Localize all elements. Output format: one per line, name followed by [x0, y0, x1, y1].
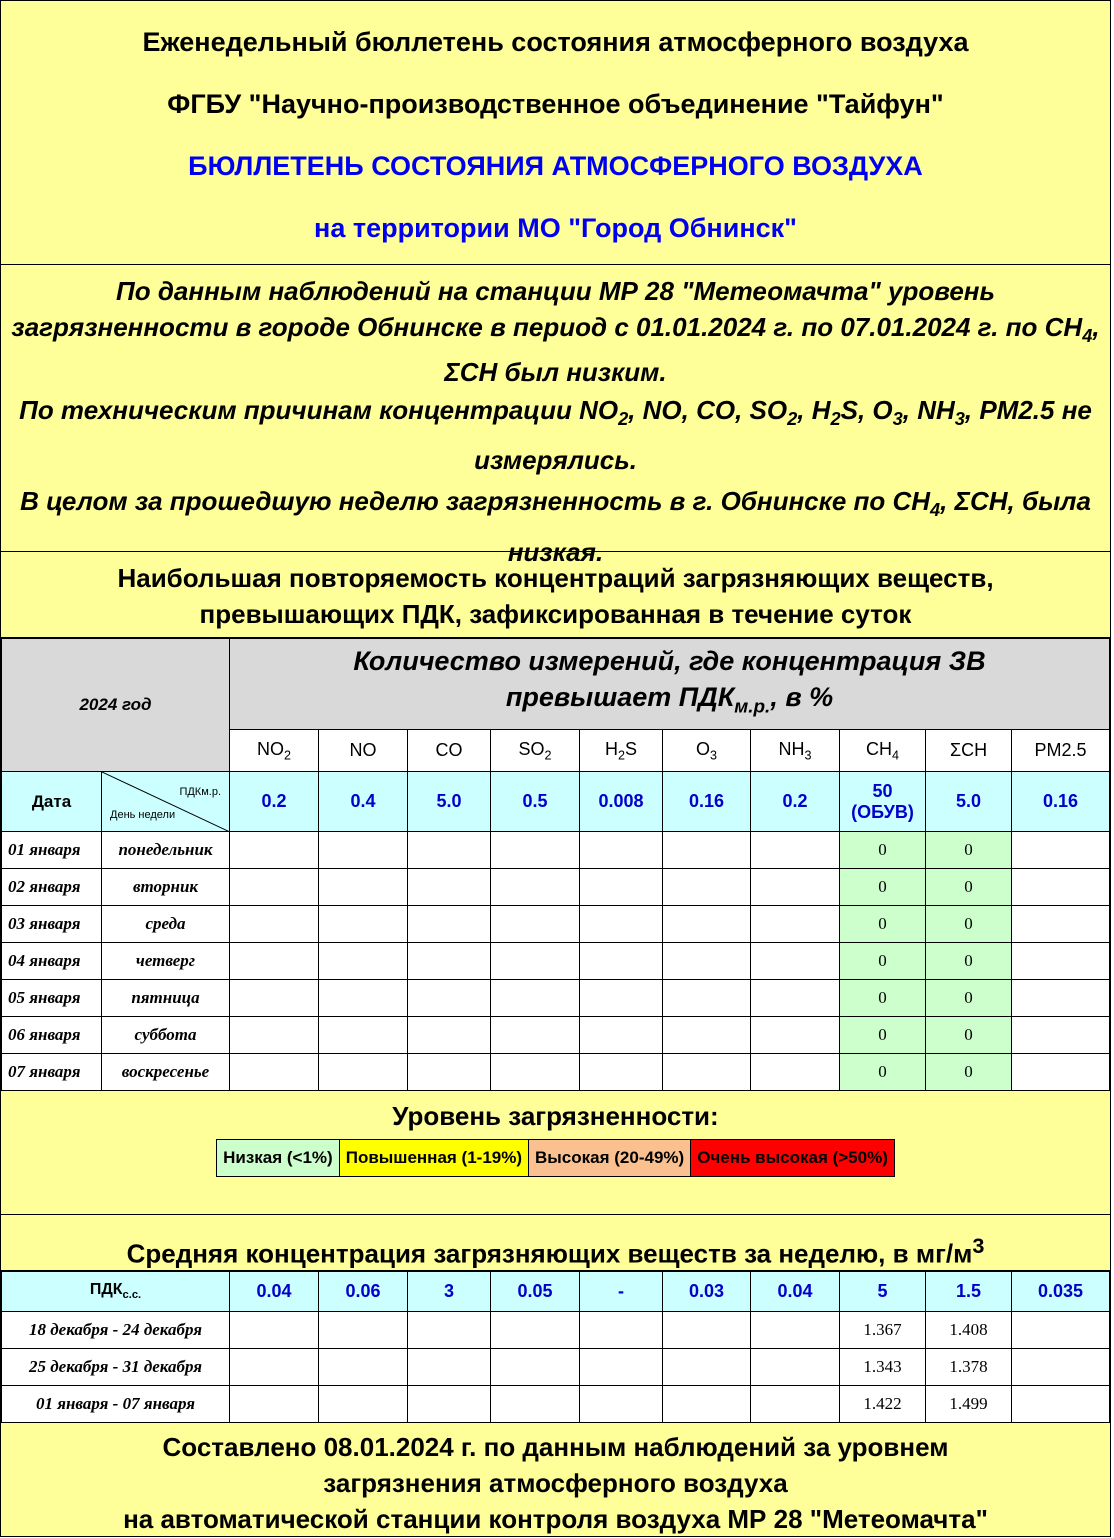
cell-empty: [663, 869, 751, 906]
pollutant-base: NH: [778, 738, 805, 759]
cell-empty: [491, 869, 580, 906]
legend-item-0: Низкая (<1%): [217, 1140, 340, 1176]
average-section-title: Средняя концентрация загрязняющих веществ за неделю, в $мг/м^3$: [1, 1215, 1110, 1271]
cell-empty: [230, 1386, 319, 1423]
pollutant-header-0: [230, 730, 319, 772]
day-of-week: пятница: [102, 980, 230, 1017]
pdk-ss-text: 0.04: [777, 1281, 813, 1301]
average-table: [1, 1271, 1110, 1423]
pdk-mr-text: 0.2: [782, 791, 808, 811]
cell-ch4: 0: [840, 1017, 926, 1054]
cell-sch: 0: [926, 943, 1012, 980]
cell-empty: [663, 1312, 751, 1349]
cell-empty: [408, 1017, 491, 1054]
cell-empty: [751, 1017, 840, 1054]
diag-dow-label: День недели: [110, 809, 176, 821]
cell-empty: [580, 1386, 663, 1423]
cell-empty: [230, 906, 319, 943]
summary-paragraph-2: По техническим причинам концентрации $NO_2$, NO, CO, $SO_2$, $H_2S$, $O_3$, $NH_3$, PM2.5 не измерялись.: [19, 395, 1092, 476]
pollutant-header-5: [663, 730, 751, 772]
pdk-ss-text: -: [618, 1281, 624, 1301]
pdk-ss-value-6: [751, 1272, 840, 1312]
cell-empty: [580, 980, 663, 1017]
cell-empty: [1012, 1017, 1110, 1054]
header-section: [1, 1, 1110, 265]
cell-empty: [319, 943, 408, 980]
cell-empty: [491, 906, 580, 943]
cell-sch: 0: [926, 906, 1012, 943]
pdk-mr-value-4: [580, 772, 663, 832]
pdk-mr-value-8: [926, 772, 1012, 832]
cell-empty: [1012, 980, 1110, 1017]
pdk-mr-value-6: [751, 772, 840, 832]
diagonal-header-cell: [102, 772, 230, 832]
cell-empty: [1012, 1312, 1110, 1349]
cell-empty: [751, 943, 840, 980]
cell-empty: [230, 832, 319, 869]
pdk-mr-text: 0.5: [522, 791, 548, 811]
cell-ch4: 0: [840, 832, 926, 869]
pdk-ss-text: 0.035: [1037, 1281, 1084, 1301]
cell-empty: [663, 832, 751, 869]
cell-empty: [319, 906, 408, 943]
pollutant-header-3: [491, 730, 580, 772]
table-row: [2, 1386, 1110, 1423]
table-row: [2, 832, 1110, 869]
footer-line-3: на автоматической станции контроля воздуха МР 28 "Метеомачта": [123, 1504, 988, 1534]
table-row: [2, 1349, 1110, 1386]
cell-empty: [319, 832, 408, 869]
cell-empty: [491, 980, 580, 1017]
pdk-ss-text: 0.04: [256, 1281, 292, 1301]
pdk-ss-value-3: [491, 1272, 580, 1312]
day-of-week: понедельник: [102, 832, 230, 869]
cell-empty: [230, 1349, 319, 1386]
pollutant-base: SO: [518, 738, 545, 759]
pdk-ss-value-7: [840, 1272, 926, 1312]
pollution-level-title: Уровень загрязненности:: [392, 1101, 719, 1131]
cell-empty: [1012, 869, 1110, 906]
avg-sch: 1.408: [926, 1312, 1012, 1349]
cell-empty: [663, 1054, 751, 1091]
table-row: [2, 869, 1110, 906]
measurement-header-line-2: превышает $ПДК_{м.р.}$, в %: [505, 681, 834, 718]
week-period: 01 января - 07 января: [2, 1386, 230, 1423]
repeat-section-title: [1, 552, 1110, 638]
week-period: 18 декабря - 24 декабря: [2, 1312, 230, 1349]
pollutant-header-6: [751, 730, 840, 772]
cell-empty: [580, 906, 663, 943]
pdk-mr-value-3: [491, 772, 580, 832]
pdk-mr-text: 0.4: [350, 791, 376, 811]
pdk-ss-value-4: [580, 1272, 663, 1312]
pdk-ss-text: 0.05: [517, 1281, 553, 1301]
cell-empty: [319, 1312, 408, 1349]
table-row: [2, 906, 1110, 943]
summary-paragraph-3: В целом за прошедшую неделю загрязненность в г. Обнинске по $СН_4$, ΣСН, была низкая.: [20, 486, 1091, 567]
table-row: [2, 1054, 1110, 1091]
pdk-mr-value-5: [663, 772, 751, 832]
table-row: [2, 980, 1110, 1017]
date-header: Дата: [2, 772, 102, 832]
cell-empty: [319, 1349, 408, 1386]
pollutant-sub: 3: [804, 748, 812, 763]
day-of-week: суббота: [102, 1017, 230, 1054]
day-date: 04 января: [2, 943, 102, 980]
cell-empty: [319, 1386, 408, 1423]
pollutant-base: NO: [256, 738, 284, 759]
cell-sch: 0: [926, 832, 1012, 869]
cell-ch4: 0: [840, 869, 926, 906]
repeat-title-line-1: Наибольшая повторяемость концентраций загрязняющих веществ,: [117, 563, 994, 593]
cell-ch4: 0: [840, 980, 926, 1017]
table-row: [2, 1312, 1110, 1349]
pdk-mr-value-7: [840, 772, 926, 832]
cell-empty: [408, 1312, 491, 1349]
cell-empty: [751, 1386, 840, 1423]
cell-empty: [491, 1017, 580, 1054]
header-title: Еженедельный бюллетень состояния атмосферного воздуха: [142, 27, 969, 57]
summary-section: [1, 265, 1110, 567]
cell-empty: [1012, 906, 1110, 943]
pollutant-header-1: [319, 730, 408, 772]
table-row: [2, 1017, 1110, 1054]
header-territory: на территории МО "Город Обнинск": [314, 213, 797, 243]
cell-empty: [580, 943, 663, 980]
cell-empty: [319, 869, 408, 906]
cell-empty: [319, 1054, 408, 1091]
day-date: 02 января: [2, 869, 102, 906]
measurement-header-line-1: Количество измерений, где концентрация ЗВ: [353, 645, 986, 676]
pollutant-sub: 3: [710, 748, 718, 763]
cell-empty: [230, 1054, 319, 1091]
cell-empty: [230, 980, 319, 1017]
cell-empty: [1012, 943, 1110, 980]
pollutant-sub: 2: [617, 748, 625, 763]
day-date: 06 января: [2, 1017, 102, 1054]
pdk-ss-row: [2, 1272, 1110, 1312]
pollution-level-section: [1, 1091, 1110, 1215]
legend-item-1: Повышенная (1-19%): [340, 1140, 529, 1176]
pdk-ss-value-8: [926, 1272, 1012, 1312]
pollutant-sub: 2: [283, 748, 291, 763]
pdk-mr-row: [2, 772, 1110, 832]
pollutant-base: ΣCH: [949, 740, 988, 760]
cell-empty: [230, 1312, 319, 1349]
avg-ch4: 1.367: [840, 1312, 926, 1349]
cell-sch: 0: [926, 869, 1012, 906]
pdk-mr-text: 0.2: [261, 791, 287, 811]
exceedance-table: [1, 638, 1110, 1091]
cell-ch4: 0: [840, 906, 926, 943]
cell-empty: [408, 980, 491, 1017]
pdk-ss-value-0: [230, 1272, 319, 1312]
cell-empty: [319, 980, 408, 1017]
pollutant-header-9: [1012, 730, 1110, 772]
pdk-ss-text: 0.03: [688, 1281, 725, 1301]
cell-empty: [408, 1386, 491, 1423]
pdk-ss-value-9: [1012, 1272, 1110, 1312]
cell-empty: [408, 1054, 491, 1091]
cell-empty: [491, 943, 580, 980]
measurement-header: [230, 639, 1110, 730]
pollutant-base: H: [604, 738, 618, 759]
pdk-mr-text: 0.16: [688, 791, 725, 811]
avg-ch4: 1.343: [840, 1349, 926, 1386]
pdk-ss-text: 0.06: [345, 1281, 381, 1301]
cell-empty: [663, 1386, 751, 1423]
cell-empty: [319, 1017, 408, 1054]
cell-empty: [230, 943, 319, 980]
pollutant-header-7: [840, 730, 926, 772]
cell-empty: [751, 869, 840, 906]
avg-sch: 1.378: [926, 1349, 1012, 1386]
cell-empty: [408, 832, 491, 869]
diagonal-line: [102, 772, 230, 832]
cell-empty: [663, 1349, 751, 1386]
week-period: 25 декабря - 31 декабря: [2, 1349, 230, 1386]
pdk-mr-text: 0.16: [1042, 791, 1079, 811]
cell-empty: [580, 1312, 663, 1349]
pdk-mr-value-9: [1012, 772, 1110, 832]
legend-item-2: Высокая (20-49%): [529, 1140, 691, 1176]
cell-empty: [491, 832, 580, 869]
pollutant-header-4: [580, 730, 663, 772]
cell-empty: [1012, 1349, 1110, 1386]
cell-empty: [491, 1312, 580, 1349]
diag-pdk-label: ПДКм.р.: [179, 786, 221, 798]
pollutant-base: PM2.5: [1034, 740, 1087, 760]
cell-empty: [1012, 1054, 1110, 1091]
pollution-level-legend: [216, 1139, 895, 1177]
pdk-mr-text: 50 (ОБУВ): [851, 780, 914, 822]
pdk-ss-value-1: [319, 1272, 408, 1312]
day-date: 01 января: [2, 832, 102, 869]
cell-sch: 0: [926, 1054, 1012, 1091]
year-cell: [2, 639, 230, 772]
cell-empty: [230, 869, 319, 906]
cell-empty: [751, 906, 840, 943]
summary-paragraph-1: По данным наблюдений на станции МР 28 "Метеомачта" уровень загрязненности в городе Обнинске в период с 01.01.2024 г. по 07.01.2024 г. по $СН_4$, ΣСН был низким.: [11, 276, 1100, 388]
legend-item-3: Очень высокая (>50%): [691, 1140, 894, 1176]
day-of-week: четверг: [102, 943, 230, 980]
cell-empty: [580, 1054, 663, 1091]
cell-empty: [1012, 832, 1110, 869]
cell-empty: [580, 869, 663, 906]
cell-empty: [580, 832, 663, 869]
cell-ch4: 0: [840, 1054, 926, 1091]
cell-empty: [491, 1386, 580, 1423]
repeat-title-line-2: превышающих ПДК, зафиксированная в течение суток: [199, 599, 912, 629]
cell-empty: [663, 943, 751, 980]
cell-empty: [663, 980, 751, 1017]
cell-empty: [408, 869, 491, 906]
avg-ch4: 1.422: [840, 1386, 926, 1423]
pollutant-base: CO: [435, 740, 463, 760]
cell-ch4: 0: [840, 943, 926, 980]
pdk-ss-text: 1.5: [955, 1281, 982, 1301]
cell-empty: [491, 1349, 580, 1386]
cell-empty: [751, 980, 840, 1017]
avg-sch: 1.499: [926, 1386, 1012, 1423]
year-label: 2024 год: [79, 695, 152, 714]
cell-empty: [663, 1017, 751, 1054]
cell-empty: [751, 1312, 840, 1349]
cell-empty: [230, 1017, 319, 1054]
pdk-ss-text: 3: [443, 1281, 454, 1301]
pdk-ss-text: 5: [877, 1281, 888, 1301]
cell-empty: [408, 1349, 491, 1386]
footer-line-1: Составлено 08.01.2024 г. по данным наблюдений за уровнем: [162, 1432, 949, 1462]
pdk-ss-value-2: [408, 1272, 491, 1312]
pollutant-base: NO: [349, 740, 377, 760]
cell-empty: [1012, 1386, 1110, 1423]
pollutant-header-8: [926, 730, 1012, 772]
pdk-ss-label: $ПДК_{с.с.}$: [2, 1272, 230, 1312]
footer-line-2: загрязнения атмосферного воздуха: [323, 1468, 788, 1498]
cell-empty: [491, 1054, 580, 1091]
cell-empty: [751, 1349, 840, 1386]
pollutant-tail: S: [625, 738, 638, 759]
pdk-mr-value-0: [230, 772, 319, 832]
header-organization: ФГБУ "Научно-производственное объединение "Тайфун": [167, 89, 944, 119]
pdk-mr-value-1: [319, 772, 408, 832]
cell-empty: [663, 906, 751, 943]
cell-empty: [408, 943, 491, 980]
header-bulletin-title: БЮЛЛЕТЕНЬ СОСТОЯНИЯ АТМОСФЕРНОГО ВОЗДУХА: [188, 151, 923, 181]
day-date: 03 января: [2, 906, 102, 943]
pdk-mr-text: 5.0: [955, 791, 982, 811]
pollutant-header-2: [408, 730, 491, 772]
day-date: 05 января: [2, 980, 102, 1017]
pollutant-sub: 4: [891, 748, 899, 763]
pollutant-base: O: [695, 738, 710, 759]
cell-empty: [580, 1017, 663, 1054]
footer-section: [1, 1423, 1110, 1537]
pollutant-sub: 2: [544, 748, 552, 763]
cell-empty: [408, 906, 491, 943]
pdk-mr-text: 0.008: [598, 791, 644, 811]
day-of-week: среда: [102, 906, 230, 943]
pdk-mr-value-2: [408, 772, 491, 832]
cell-empty: [751, 1054, 840, 1091]
day-date: 07 января: [2, 1054, 102, 1091]
pdk-mr-text: 5.0: [436, 791, 462, 811]
cell-empty: [580, 1349, 663, 1386]
cell-sch: 0: [926, 1017, 1012, 1054]
pollutant-base: CH: [865, 738, 892, 759]
cell-empty: [751, 832, 840, 869]
cell-sch: 0: [926, 980, 1012, 1017]
day-of-week: вторник: [102, 869, 230, 906]
pdk-ss-value-5: [663, 1272, 751, 1312]
day-of-week: воскресенье: [102, 1054, 230, 1091]
table-row: [2, 943, 1110, 980]
